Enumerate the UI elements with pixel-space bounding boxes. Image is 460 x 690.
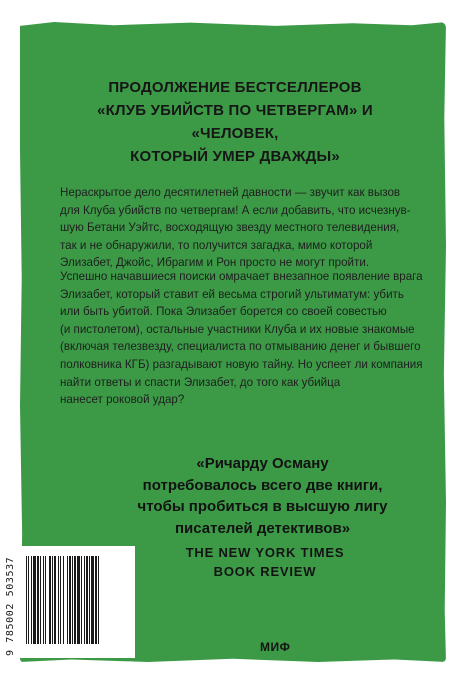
source-line: THE NEW YORK TIMES bbox=[185, 545, 345, 560]
headline bbox=[60, 76, 410, 168]
quote-line: «Ричарду Осману bbox=[196, 455, 329, 472]
quote-line: потребовалось всего две книги, bbox=[142, 476, 383, 494]
text-line: для Клуба убийств по четвергам! А если добавить, что исчезнув- bbox=[60, 203, 411, 217]
quote-source bbox=[150, 544, 380, 581]
text-line: или быть убитой. Пока Элизабет борется со своей совестью bbox=[60, 305, 387, 319]
text-line: Нераскрытое дело десятилетней давности — звучит как вызов bbox=[60, 186, 401, 199]
text-line: Успешно начавшиеся поиски омрачает внезапное появление врага bbox=[60, 270, 423, 283]
text-line: (включая телезвезду, специалиста по отмыванию денег и бывшего bbox=[60, 340, 421, 354]
text-line: (и пистолетом), остальные участники Клуба и их новые знакомые bbox=[60, 322, 415, 336]
source-line: BOOK REVIEW bbox=[213, 563, 317, 579]
description-paragraph-1 bbox=[60, 184, 411, 272]
barcode-digits: 9 785002 503537 bbox=[5, 556, 16, 656]
headline-line: «КЛУБ УБИЙСТВ ПО ЧЕТВЕРГАМ» И «ЧЕЛОВЕК, bbox=[97, 102, 373, 142]
text-line: Элизабет, Джойс, Ибрагим и Рон просто не могут пройти. bbox=[60, 256, 370, 270]
text-line: Элизабет, который ставит ей весьма строгий ультиматум: убить bbox=[60, 287, 404, 301]
description-paragraph-2 bbox=[60, 268, 423, 409]
review-quote bbox=[100, 453, 425, 539]
text-line: шую Бетани Уэйтс, восходящую звезду местного телевидения, bbox=[60, 221, 400, 235]
text-line: полковника КГБ) разгадывают новую тайну. Но успеет ли компания bbox=[60, 357, 423, 371]
headline-line: ПРОДОЛЖЕНИЕ БЕСТСЕЛЛЕРОВ bbox=[108, 79, 362, 96]
barcode bbox=[0, 546, 135, 658]
publisher-logo: МИФ bbox=[260, 640, 291, 654]
barcode-bars bbox=[26, 556, 126, 644]
text-line: нанесет роковой удар? bbox=[60, 393, 185, 407]
headline-line: КОТОРЫЙ УМЕР ДВАЖДЫ» bbox=[130, 148, 340, 165]
quote-line: чтобы пробиться в высшую лигу bbox=[137, 498, 388, 515]
text-line: так и не обнаружили, то получится загадка, мимо которой bbox=[60, 238, 373, 252]
barcode-bar bbox=[99, 556, 100, 644]
text-line: найти ответы и спасти Элизабет, до того как убийца bbox=[60, 375, 341, 389]
quote-line: писателей детективов» bbox=[174, 519, 351, 537]
